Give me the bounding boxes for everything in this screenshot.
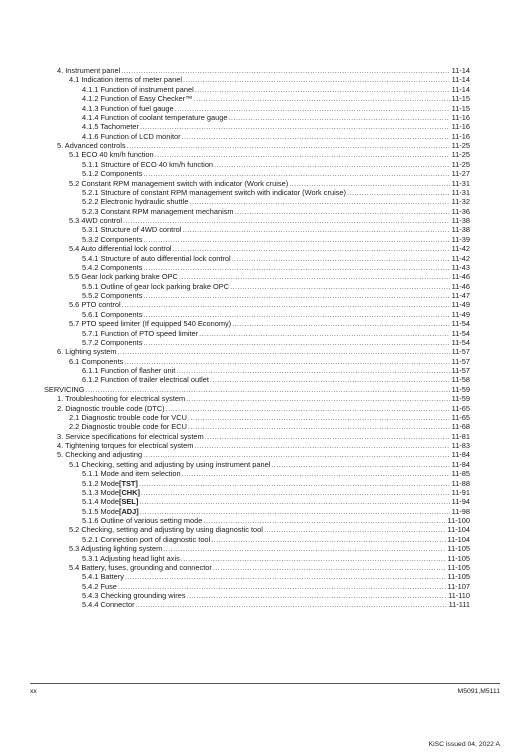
toc-entry-page: 11-54 [451,319,470,329]
toc-entry-page: 11-105 [447,553,470,563]
toc-entry-page: 11-16 [451,131,470,141]
toc-dot-leader [127,141,450,150]
toc-entry[interactable] [44,469,470,478]
toc-entry-page: 11-32 [451,197,470,207]
toc-entry-title: 4.1.1 Function of instrument panel [82,84,194,94]
toc-dot-leader [187,591,447,600]
toc-entry-mode-code: [TST] [118,478,138,488]
toc-entry[interactable] [44,554,470,563]
toc-entry-title: 5.3.2 Components [82,234,143,244]
toc-entry[interactable] [44,113,470,122]
toc-dot-leader [181,554,446,563]
toc-entry-title: 5.4.1 Battery [82,572,124,582]
toc-entry-title: 5.2.2 Electronic hydraulic shuttle [82,197,189,207]
toc-entry-page: 11-105 [447,572,470,582]
toc-entry-title: 5.1.4 Mode [82,497,119,507]
toc-dot-leader [86,385,450,394]
toc-dot-leader [176,366,449,375]
toc-dot-leader [179,272,450,281]
toc-dot-leader [124,357,449,366]
toc-dot-leader [143,263,449,272]
toc-entry[interactable] [44,66,470,75]
toc-entry-title: 2.2 Diagnostic trouble code for ECU [69,422,187,432]
toc-entry-page: 11-14 [451,75,470,85]
toc-entry-title: 4. Instrument panel [57,66,121,75]
toc-dot-leader [347,188,450,197]
toc-dot-leader [143,310,449,319]
toc-dot-leader [182,469,450,478]
toc-entry-page: 11-15 [451,94,470,104]
toc-entry-title: 5.1.1 Structure of ECO 40 km/h function [82,159,214,169]
toc-entry-page: 11-83 [451,441,470,450]
toc-entry-page: 11-42 [451,253,470,263]
toc-entry-title: 5.1.3 Mode [82,487,119,497]
toc-entry-title: 5.2.1 Structure of constant RPM management switch with indicator (Work cruise) [82,187,346,197]
toc-dot-leader [183,75,450,84]
toc-entry-mode-code: [ADJ] [118,506,139,516]
toc-entry[interactable] [44,141,470,150]
toc-entry-title: 6.1 Components [69,356,124,366]
toc-entry-title: 5.4 Battery, fuses, grounding and connector [69,562,212,572]
toc-entry-title: 4.1.2 Function of Easy Checker™ [82,94,193,104]
toc-entry-title: 5.4.1 Structure of auto differential lock control [82,253,231,263]
toc-entry-page: 11-88 [451,478,470,488]
toc-entry-title: 5.1.6 Outline of various setting mode [82,516,203,525]
toc-entry-title: 5.1 Checking, setting and adjusting by using instrument panel [69,459,271,469]
toc-dot-leader [182,225,449,234]
toc-entry[interactable] [44,357,470,366]
toc-entry-page: 11-49 [451,300,470,310]
toc-entry-page: 11-84 [451,450,470,460]
toc-dot-leader [210,375,450,384]
toc-dot-leader [194,441,449,450]
toc-entry-title: 2.1 Diagnostic trouble code for VCU [69,412,187,422]
toc-entry-page: 11-27 [451,169,470,179]
toc-dot-leader [214,160,450,169]
toc-entry-title: 5.1.5 Mode [82,506,119,516]
toc-dot-leader [195,85,450,94]
toc-entry-page: 11-100 [447,516,470,525]
toc-dot-leader [155,150,450,159]
toc-entry[interactable] [44,366,470,375]
toc-entry[interactable] [44,75,470,84]
toc-entry[interactable] [44,132,470,141]
toc-dot-leader [139,479,450,488]
toc-entry[interactable] [44,310,470,319]
toc-dot-leader [140,122,450,131]
toc-dot-leader [289,179,449,188]
toc-entry[interactable] [44,347,470,356]
toc-dot-leader [182,132,450,141]
toc-entry[interactable] [44,122,470,131]
toc-dot-leader [271,460,449,469]
toc-entry[interactable] [44,497,470,506]
toc-entry-page: 11-98 [451,506,470,516]
toc-dot-leader [213,563,446,572]
toc-entry-page: 11-38 [451,216,470,225]
toc-entry[interactable] [44,404,470,413]
toc-entry[interactable] [44,282,470,291]
toc-entry-page: 11-15 [451,103,470,113]
toc-entry-page: 11-31 [451,178,470,188]
toc-dot-leader [203,516,445,525]
toc-entry-title: 5.7 PTO speed limiter (If equipped 540 Economy) [69,319,232,329]
toc-entry-title: 4. Tightening torques for electrical system [57,441,194,450]
toc-entry-title: 5.3.1 Structure of 4WD control [82,225,182,235]
toc-dot-leader [199,329,450,338]
toc-entry-page: 11-91 [451,487,470,497]
toc-entry-page: 11-107 [447,581,470,591]
toc-entry[interactable] [44,254,470,263]
toc-entry[interactable] [44,197,470,206]
toc-entry-page: 11-105 [447,562,470,572]
toc-dot-leader [228,113,449,122]
toc-entry-title: 5.4.3 Checking grounding wires [82,591,186,600]
toc-dot-leader [205,432,450,441]
toc-entry-page: 11-46 [451,272,470,282]
toc-entry-title: 6. Lighting system [57,347,117,357]
toc-dot-leader [143,169,449,178]
toc-entry[interactable] [44,394,470,403]
toc-entry-page: 11-59 [451,394,470,404]
toc-dot-leader [118,347,450,356]
toc-entry-page: 11-110 [448,591,470,600]
toc-entry-title: 4.1.5 Tachometer [82,122,139,132]
toc-entry-title: 1. Troubleshooting for electrical system [57,394,186,404]
toc-dot-leader [232,254,450,263]
toc-entry[interactable] [44,319,470,328]
toc-entry-page: 11-58 [451,375,470,385]
table-of-contents [44,66,470,610]
toc-entry-title: 5.1.2 Mode [82,478,119,488]
toc-dot-leader [141,488,450,497]
toc-entry[interactable] [44,338,470,347]
toc-dot-leader [211,535,445,544]
toc-entry-title: 5.5.2 Components [82,291,143,300]
toc-entry[interactable] [44,572,470,581]
toc-entry[interactable] [44,375,470,384]
toc-entry-title: 5.3 Adjusting lighting system [69,544,163,554]
toc-entry-title: 5.3 4WD control [69,216,122,225]
toc-entry-title: 5.2 Checking, setting and adjusting by using diagnostic tool [69,525,263,535]
toc-entry-page: 11-104 [447,525,470,535]
toc-entry[interactable] [44,507,470,516]
toc-entry-title: 5.4.2 Components [82,262,143,272]
toc-entry-page: 11-14 [451,66,470,75]
toc-entry[interactable] [44,263,470,272]
toc-dot-leader [118,582,446,591]
toc-entry[interactable] [44,413,470,422]
toc-dot-leader [235,207,450,216]
toc-entry-page: 11-31 [451,187,470,197]
toc-entry[interactable] [44,169,470,178]
toc-entry[interactable] [44,225,470,234]
toc-entry-title: 5. Checking and adjusting [57,450,143,460]
toc-entry[interactable] [44,160,470,169]
toc-entry-page: 11-39 [451,234,470,244]
toc-entry-page: 11-81 [451,431,470,441]
footer-page-number: xx [30,688,37,695]
toc-entry[interactable] [44,235,470,244]
toc-entry-mode-code: [SEL] [118,497,139,507]
toc-dot-leader [121,66,449,75]
toc-entry[interactable] [44,216,470,225]
footer-divider [30,683,500,684]
toc-entry-page: 11-65 [451,403,470,413]
toc-entry-title: 5.3.1 Adjusting head light axis [82,553,180,563]
toc-entry-page: 11-54 [451,328,470,338]
toc-entry-page: 11-38 [451,225,470,235]
toc-entry-page: 11-65 [451,412,470,422]
toc-entry[interactable] [44,535,470,544]
toc-entry-title: 5.7.1 Function of PTO speed limiter [82,328,199,338]
toc-entry-page: 11-54 [451,337,470,347]
toc-entry[interactable] [44,563,470,572]
toc-dot-leader [143,450,450,459]
toc-dot-leader [186,394,449,403]
toc-entry-page: 11-16 [451,112,470,122]
toc-entry[interactable] [44,188,470,197]
toc-entry-title: 6.1.1 Function of flasher unit [82,366,176,375]
toc-entry-page: 11-43 [451,262,470,272]
toc-entry-title: 5. Advanced controls [57,141,126,150]
toc-entry-title: 6.1.2 Function of trailer electrical outlet [82,375,209,385]
toc-entry-page: 11-49 [451,309,470,319]
toc-dot-leader [140,507,450,516]
toc-entry-page: 11-57 [451,356,470,366]
toc-entry[interactable] [44,272,470,281]
toc-dot-leader [143,338,449,347]
toc-dot-leader [188,413,450,422]
toc-entry-page: 11-36 [451,206,470,216]
toc-entry-title: 5.4.4 Connector [82,600,135,610]
toc-entry[interactable] [44,422,470,431]
toc-entry-title: 5.2.1 Connection port of diagnostic tool [82,534,211,544]
toc-entry[interactable] [44,207,470,216]
toc-entry-title: 5.5 Gear lock parking brake OPC [69,272,178,282]
toc-entry[interactable] [44,600,470,609]
footer-model: M5091,M5111 [457,688,500,695]
toc-dot-leader [173,244,450,253]
toc-entry[interactable] [44,385,470,394]
toc-entry-page: 11-14 [451,84,470,94]
toc-dot-leader [136,600,447,609]
toc-entry-page: 11-47 [451,291,470,300]
toc-entry-title: 5.4.2 Fuse [82,581,117,591]
toc-dot-leader [143,291,449,300]
toc-entry[interactable] [44,544,470,553]
toc-entry[interactable] [44,300,470,309]
toc-entry-page: 11-25 [451,141,470,150]
toc-entry-title: 5.7.2 Components [82,337,143,347]
toc-entry[interactable] [44,244,470,253]
toc-entry[interactable] [44,591,470,600]
toc-entry-page: 11-46 [451,281,470,291]
toc-entry-title: 5.1 ECO 40 km/h function [69,150,154,160]
toc-dot-leader [122,300,450,309]
toc-entry-page: 11-16 [451,122,470,132]
toc-entry-title: 5.1.2 Components [82,169,143,179]
footer-issue-info: KiSC issued 04, 2022 A [428,741,500,748]
toc-entry[interactable] [44,450,470,459]
toc-dot-leader [139,497,449,506]
toc-entry-title: 5.2 Constant RPM management switch with indicator (Work cruise) [69,178,289,188]
toc-entry[interactable] [44,85,470,94]
toc-dot-leader [194,94,450,103]
toc-entry-page: 11-105 [447,544,470,554]
toc-entry-title: 5.6 PTO control [69,300,121,310]
toc-entry[interactable] [44,104,470,113]
toc-dot-leader [123,216,450,225]
toc-entry-title: 4.1.4 Function of coolant temperature gauge [82,112,228,122]
toc-dot-leader [166,404,450,413]
toc-entry[interactable] [44,460,470,469]
toc-entry-page: 11-59 [451,384,470,394]
toc-entry[interactable] [44,488,470,497]
toc-entry-title: 4.1.3 Function of fuel gauge [82,103,174,113]
toc-entry[interactable] [44,516,470,525]
toc-entry-page: 11-57 [451,347,470,357]
toc-entry-page: 11-111 [448,600,470,610]
toc-entry[interactable] [44,291,470,300]
toc-entry-page: 11-25 [451,150,470,160]
toc-entry-page: 11-42 [451,244,470,254]
toc-entry[interactable] [44,479,470,488]
toc-entry-mode-code: [CHK] [118,487,140,497]
toc-entry-title: 5.6.1 Components [82,309,143,319]
toc-entry-title: 5.4 Auto differential lock control [69,244,172,254]
toc-entry-page: 11-94 [451,497,470,507]
toc-dot-leader [125,572,446,581]
toc-entry-title: 2. Diagnostic trouble code (DTC) [57,403,165,413]
toc-entry-title: 3. Service specifications for electrical system [57,431,204,441]
toc-entry-title: 4.1 Indication items of meter panel [69,75,182,85]
toc-entry-page: 11-68 [451,422,470,432]
toc-dot-leader [163,544,445,553]
toc-entry[interactable] [44,179,470,188]
toc-dot-leader [264,525,446,534]
toc-entry[interactable] [44,441,470,450]
toc-entry-title: 5.2.3 Constant RPM management mechanism [82,206,234,216]
toc-dot-leader [230,282,450,291]
toc-entry[interactable] [44,582,470,591]
toc-entry-page: 11-85 [451,469,470,479]
toc-entry[interactable] [44,150,470,159]
toc-entry-page: 11-25 [451,159,470,169]
toc-entry-page: 11-104 [447,534,470,544]
toc-dot-leader [189,197,449,206]
toc-dot-leader [143,235,449,244]
toc-entry-title: 5.5.1 Outline of gear lock parking brake OPC [82,281,230,291]
toc-entry-title: 5.1.1 Mode and item selection [82,469,181,479]
toc-dot-leader [232,319,450,328]
toc-entry-title: SERVICING [44,384,85,394]
toc-entry[interactable] [44,525,470,534]
toc-dot-leader [175,104,450,113]
toc-entry-page: 11-84 [451,459,470,469]
toc-entry-page: 11-57 [451,366,470,375]
toc-entry[interactable] [44,432,470,441]
toc-dot-leader [188,422,450,431]
toc-entry[interactable] [44,329,470,338]
toc-entry-title: 4.1.6 Function of LCD monitor [82,131,181,141]
toc-entry[interactable] [44,94,470,103]
